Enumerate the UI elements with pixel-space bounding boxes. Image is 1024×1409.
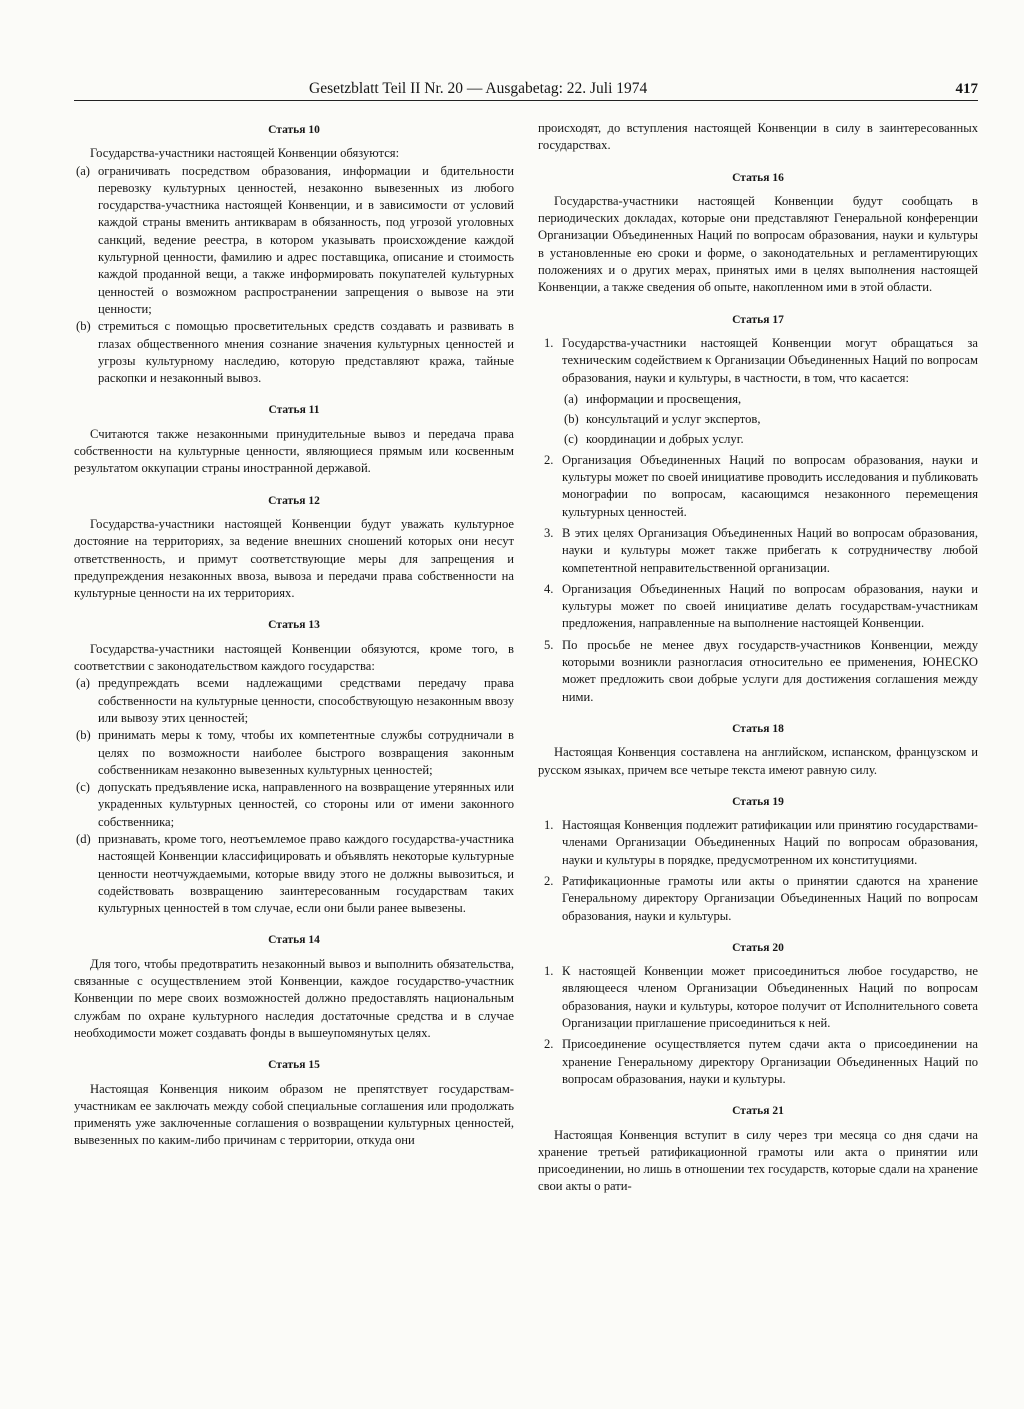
page-number: 417 [955, 81, 978, 97]
article-17-heading: Статья 17 [732, 313, 784, 326]
gazette-title: Gesetzblatt Teil II Nr. 20 — Ausgabetag: 22. Juli 1974 [309, 80, 648, 97]
article-16-heading: Статья 16 [732, 171, 784, 184]
article-19-paragraph: 2. Ратификационные грамоты или акты о принятии сдаются на хранение Генеральному директору Организации Объединенных Наций по вопросам образования, науки и культуры. [544, 873, 978, 923]
right-column [538, 120, 978, 1196]
article-17-paragraph: 4. Организация Объединенных Наций по вопросам образования, науки и культуры может по своей инициативе делать государствам-участникам предложения, направленные на выполнение настоящей Конвенции. [544, 581, 978, 631]
article-21-heading: Статья 21 [732, 1105, 784, 1118]
article-10-intro: Государства-участники настоящей Конвенции обязуются: [90, 146, 400, 161]
article-15-heading: Статья 15 [268, 1059, 320, 1072]
article-17-subitem: (c) координации и добрых услуг. [564, 432, 744, 447]
article-13-item: (a) предупреждать всеми надлежащими средствами передачу права собственности на культурные ценности, способствующую незаконным ввозу или вывозу этих ценностей; [76, 676, 514, 725]
article-20-paragraph: 2. Присоединение осуществляется путем сдачи акта о присоединении на хранение Генеральному директору Организации Объединенных Наций по вопросам образования, науки и культуры. [544, 1037, 978, 1086]
article-19-heading: Статья 19 [732, 795, 784, 808]
article-11-text: Считаются также незаконными принудительные вывоз и передача права собственности на культурные ценности, являющиеся прямым или косвенным результатом оккупации страны иностранной державой. [74, 426, 514, 476]
article-18-text: Настоящая Конвенция составлена на английском, испанском, французском и русском языках, причем все четыре текста имеют равную силу. [538, 745, 978, 777]
article-11-heading: Статья 11 [268, 404, 320, 417]
article-18-heading: Статья 18 [732, 722, 784, 735]
article-17-paragraph: 3. В этих целях Организация Объединенных Наций во вопросам образования, науки и культуры может также прибегать к сотрудничеству любой компетентной неправительственной организации. [544, 525, 978, 575]
article-14-heading: Статья 14 [268, 934, 320, 947]
article-17-paragraph: 1. Государства-участники настоящей Конвенции могут обращаться за техническим содействием к Организации Объединенных Наций по вопросам образования, науки и культуры, в частности, в том, что касается: [544, 335, 978, 385]
left-column [74, 120, 514, 1150]
article-13-heading: Статья 13 [268, 619, 320, 632]
article-10-item: (b) стремиться с помощью просветительных средств создавать и развивать в глазах общественного мнения сознание значения культурных ценностей и угрозы культурному наследию, которую представляют кража, тайные раскопки и незаконный вывоз. [76, 319, 514, 386]
article-10-item: (a) ограничивать посредством образования, информации и бдительности перевозку культурных ценностей, незаконно вывезенных из любого государства-участника настоящей Конвенции, и в зависимости от условий каждой страны вменить антикварам в обязанность, под угрозой уголовных санкций, ведение реестра, в котором указывать происхождение каждой культурной ценности, фамилию и адрес поставщика, описание и стоимость каждой проданной вещи, а также информировать покупателей культурных ценностей о возможном распространении запрещения о вывозе на эти ценности; [76, 163, 514, 316]
article-21-text: Настоящая Конвенция вступит в силу через три месяца со дня сдачи на хранение третьей ратификационной грамоты или акта о принятии или присоединении, но лишь в отношении тех государств, которые сдали на хранение свои акты о рати- [538, 1127, 978, 1194]
article-14-text: Для того, чтобы предотвратить незаконный вывоз и выполнить обязательства, связанные с осуществлением этой Конвенции, каждое государство-участник Конвенции по мере своих возможностей должно предоставлять национальным службам по охране культурного наследия достаточные средства и в случае необходимости может создавать фонды в вышеупомянутых целях. [74, 956, 514, 1040]
article-19-paragraph: 1. Настоящая Конвенция подлежит ратификации или принятию государствами-членами Организации Объединенных Наций по вопросам образования, науки и культуры в порядке, предусмотренном их конституциями. [544, 818, 978, 867]
article-17-paragraph: 5. По просьбе не менее двух государств-участников Конвенции, между которыми возникли разногласия относительно ее применения, ЮНЕСКО может предложить свои добрые услуги для достижения соглашения между ними. [544, 637, 978, 704]
article-10-heading: Статья 10 [268, 124, 320, 136]
article-13-intro: Государства-участники настоящей Конвенции обязуются, кроме того, в соответствии с законодательством каждого государства: [74, 641, 514, 674]
article-20-paragraph: 1. К настоящей Конвенции может присоединиться любое государство, не являющееся членом Организации Объединенных Наций по вопросам образования, науки и культуры, которое получит от Исполнительного совета Организации приглашение присоединиться к ней. [544, 964, 978, 1031]
article-12-heading: Статья 12 [268, 494, 320, 507]
article-17-subitem: (b) консультаций и услуг экспертов, [564, 412, 761, 427]
header-rule [74, 100, 978, 101]
article-13-item: (b) принимать меры к тому, чтобы их компетентные службы сотрудничали в целях по возможности наиболее быстрого возвращения законным собственникам незаконно вывезенных культурных ценностей; [76, 728, 514, 777]
page-header [74, 79, 978, 99]
article-13-item: (c) допускать предъявление иска, направленного на возвращение утерянных или украденных культурных ценностей, со стороны или от имени законного собственника; [76, 780, 514, 829]
article-13-item: (d) признавать, кроме того, неотъемлемое право каждого государства-участника настоящей Конвенции классифицировать и объявлять некоторые культурные ценности неотчуждаемыми, которые ввиду этого не должны вывозиться, и содействовать возвращению заинтересованным государствам таких культурных ценностей в том случае, если они были ранее вывезены. [76, 831, 514, 916]
article-15-text: Настоящая Конвенция никоим образом не препятствует государствам-участникам ее заключать между собой специальные соглашения или продолжать применять уже заключенные соглашения о возвращении культурных ценностей, вывезенных по каким-либо причинам с территории, откуда они [74, 1081, 514, 1148]
article-12-text: Государства-участники настоящей Конвенции будут уважать культурное достояние на территориях, за ведение внешних сношений которых они несут ответственность, и примут соответствующие меры для запрещения и предупреждения незаконных ввоза, вывоза и передачи права собственности на культурные ценности на их территориях. [74, 516, 514, 601]
article-20-heading: Статья 20 [732, 941, 784, 954]
article-16-text: Государства-участники настоящей Конвенции будут сообщать в периодических докладах, которые они представляют Генеральной конференции Организации Объединенных Наций по вопросам образования, науки и культуры в установленные ею сроки и форме, о законодательных и регламентирующих положениях и о других мерах, принятых ими в целях выполнения настоящей Конвенции, а также сведения об опыте, накопленном ими в этой области. [538, 193, 978, 295]
article-17-subitem: (a) информации и просвещения, [564, 391, 742, 406]
article-17-paragraph: 2. Организация Объединенных Наций по вопросам образования, науки и культуры может по своей инициативе проводить исследования и публиковать монографии по вопросам, касающимся незаконного перемещения культурных ценностей. [544, 452, 978, 519]
article-15-continuation: происходят, до вступления настоящей Конвенции в силу в заинтересованных государствах. [538, 121, 978, 153]
